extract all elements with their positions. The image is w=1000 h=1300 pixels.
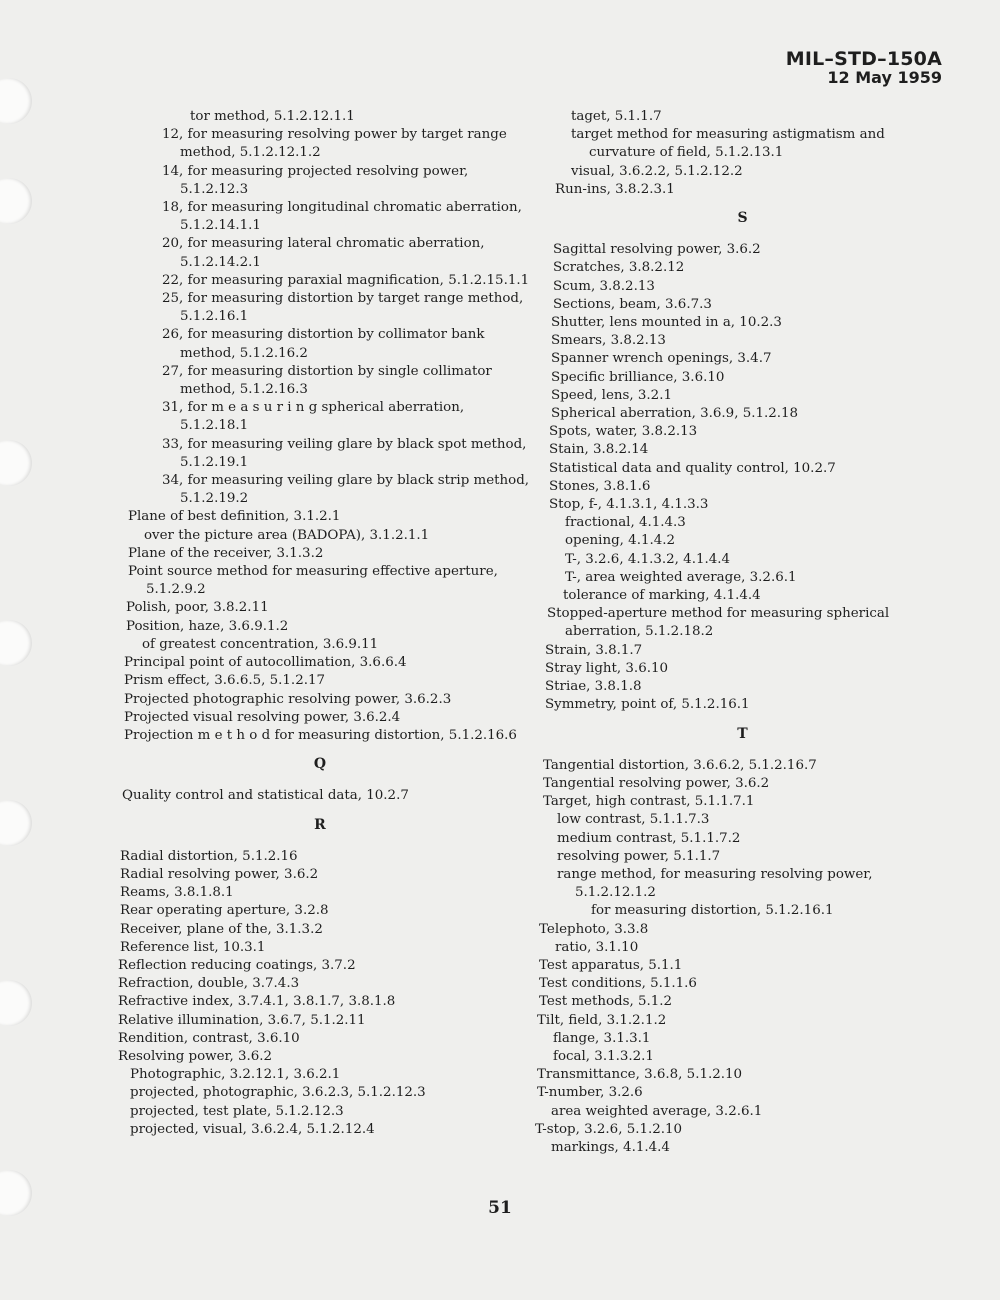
index-column-left: [110, 108, 534, 1139]
index-entry: range method, for measuring resolving power, 5.1.2.12.1.2: [557, 866, 877, 901]
document-id: MIL–STD–150A: [785, 48, 942, 70]
index-entry: markings, 4.1.4.4: [551, 1139, 670, 1155]
index-entry: visual, 3.6.2.2, 5.1.2.12.2: [571, 163, 743, 179]
index-entry: Reflection reducing coatings, 3.7.2: [118, 957, 356, 973]
index-entry: Tilt, field, 3.1.2.1.2: [537, 1012, 667, 1028]
section-heading: S: [737, 210, 748, 227]
section-heading: Q: [313, 756, 327, 773]
index-entry: over the picture area (BADOPA), 3.1.2.1.1: [144, 527, 430, 543]
index-entry: 25, for measuring distortion by target range method, 5.1.2.16.1: [162, 291, 528, 325]
index-entry: 26, for measuring distortion by collimator bank method, 5.1.2.16.2: [162, 327, 489, 361]
index-entry: tor method, 5.1.2.12.1.1: [190, 109, 355, 124]
index-entry: 22, for measuring paraxial magnification, 5.1.2.15.1.1: [162, 272, 530, 288]
index-entry: Speed, lens, 3.2.1: [551, 387, 672, 403]
index-entry: projected, test plate, 5.1.2.12.3: [130, 1103, 344, 1119]
index-entry: Receiver, plane of the, 3.1.3.2: [120, 921, 323, 937]
index-entry: for measuring distortion, 5.1.2.16.1: [591, 903, 834, 919]
binder-hole: [0, 440, 32, 486]
index-entry: Specific brilliance, 3.6.10: [551, 369, 725, 385]
document-header: [786, 48, 942, 87]
index-entry: Principal point of autocollimation, 3.6.6.4: [124, 655, 407, 671]
index-entry: Reams, 3.8.1.8.1: [120, 885, 234, 901]
index-entry: 12, for measuring resolving power by target range method, 5.1.2.12.1.2: [162, 127, 512, 161]
index-entry: Prism effect, 3.6.6.5, 5.1.2.17: [124, 673, 326, 689]
page-number: 51: [488, 1198, 512, 1218]
index-entry: tolerance of marking, 4.1.4.4: [563, 588, 761, 604]
index-entry: fractional, 4.1.4.3: [565, 515, 686, 531]
index-entry: low contrast, 5.1.1.7.3: [557, 812, 710, 828]
index-entry: medium contrast, 5.1.1.7.2: [557, 830, 741, 846]
index-entry: Plane of the receiver, 3.1.3.2: [128, 545, 324, 561]
index-entry: Projected photographic resolving power, 3.6.2.3: [124, 691, 452, 707]
index-entry: Stones, 3.8.1.6: [549, 478, 651, 494]
index-entry: Stain, 3.8.2.14: [549, 442, 649, 458]
index-entry: Transmittance, 3.6.8, 5.1.2.10: [537, 1067, 743, 1083]
document-date: 12 May 1959: [827, 68, 942, 87]
index-entry: Spots, water, 3.8.2.13: [549, 424, 698, 440]
index-entry: flange, 3.1.3.1: [553, 1030, 651, 1046]
index-entry: Tangential distortion, 3.6.6.2, 5.1.2.16.7: [543, 757, 817, 773]
index-entry: Radial resolving power, 3.6.2: [120, 866, 319, 882]
index-entry: Refraction, double, 3.7.4.3: [118, 976, 300, 992]
section-heading: R: [314, 816, 326, 833]
index-entry: 27, for measuring distortion by single collimator method, 5.1.2.16.3: [162, 363, 497, 398]
index-entry: Rear operating aperture, 3.2.8: [120, 903, 329, 919]
index-entry: Stray light, 3.6.10: [545, 660, 669, 676]
index-entry: 20, for measuring lateral chromatic aberration, 5.1.2.14.2.1: [162, 236, 489, 270]
index-entry: Smears, 3.8.2.13: [551, 333, 666, 349]
index-entry: Position, haze, 3.6.9.1.2: [126, 618, 289, 634]
index-entry: Scratches, 3.8.2.12: [553, 260, 685, 276]
index-entry: Radial distortion, 5.1.2.16: [120, 848, 298, 864]
index-entry: Telephoto, 3.3.8: [539, 921, 649, 937]
index-entry: 31, for m e a s u r i n g spherical aberration, 5.1.2.18.1: [162, 400, 469, 434]
index-entry: Spanner wrench openings, 3.4.7: [551, 351, 772, 367]
index-entry: Symmetry, point of, 5.1.2.16.1: [545, 697, 750, 713]
index-entry: 18, for measuring longitudinal chromatic aberration, 5.1.2.14.1.1: [162, 200, 527, 234]
index-entry: Relative illumination, 3.6.7, 5.1.2.11: [118, 1012, 366, 1028]
index-entry: Sagittal resolving power, 3.6.2: [553, 242, 761, 258]
index-entry: Test apparatus, 5.1.1: [539, 957, 683, 973]
index-entry: Stopped-aperture method for measuring spherical aberration, 5.1.2.18.2: [547, 606, 894, 640]
index-entry: focal, 3.1.3.2.1: [553, 1048, 654, 1064]
index-entry: 34, for measuring veiling glare by black strip method, 5.1.2.19.2: [162, 473, 534, 507]
index-entry: Shutter, lens mounted in a, 10.2.3: [551, 315, 782, 331]
index-entry: Point source method for measuring effective aperture, 5.1.2.9.2: [128, 564, 503, 598]
index-entry: 14, for measuring projected resolving power, 5.1.2.12.3: [162, 163, 473, 197]
index-entry: Projected visual resolving power, 3.6.2.4: [124, 709, 401, 725]
index-entry: target method for measuring astigmatism and curvature of field, 5.1.2.13.1: [571, 127, 890, 161]
index-entry: Test conditions, 5.1.1.6: [539, 976, 697, 992]
index-entry: taget, 5.1.1.7: [571, 109, 662, 124]
binder-hole: [0, 178, 32, 224]
index-entry: Sections, beam, 3.6.7.3: [553, 296, 712, 312]
index-entry: Scum, 3.8.2.13: [553, 278, 655, 294]
index-entry: of greatest concentration, 3.6.9.11: [142, 636, 379, 652]
section-heading: T: [737, 725, 748, 742]
binder-hole: [0, 620, 32, 666]
index-entry: T-, area weighted average, 3.2.6.1: [565, 569, 797, 585]
index-entry: projected, photographic, 3.6.2.3, 5.1.2.12.3: [130, 1085, 426, 1101]
binder-hole: [0, 800, 32, 846]
index-entry: Strain, 3.8.1.7: [545, 642, 643, 658]
index-entry: Striae, 3.8.1.8: [545, 679, 642, 695]
binder-hole: [0, 78, 32, 124]
index-entry: Target, high contrast, 5.1.1.7.1: [543, 794, 755, 810]
binder-hole: [0, 980, 32, 1026]
index-entry: resolving power, 5.1.1.7: [557, 848, 721, 864]
index-entry: Tangential resolving power, 3.6.2: [543, 775, 770, 791]
index-entry: Photographic, 3.2.12.1, 3.6.2.1: [130, 1067, 341, 1083]
index-entry: Quality control and statistical data, 10.2.7: [122, 788, 409, 804]
index-entry: Run-ins, 3.8.2.3.1: [555, 181, 675, 197]
index-entry: Test methods, 5.1.2: [539, 994, 673, 1010]
index-entry: T-stop, 3.2.6, 5.1.2.10: [535, 1121, 683, 1137]
index-entry: area weighted average, 3.2.6.1: [551, 1103, 763, 1119]
index-entry: Polish, poor, 3.8.2.11: [126, 600, 269, 616]
index-entry: T-, 3.2.6, 4.1.3.2, 4.1.4.4: [565, 551, 731, 567]
index-entry: T-number, 3.2.6: [537, 1085, 643, 1101]
index-entry: Rendition, contrast, 3.6.10: [118, 1030, 300, 1046]
index-entry: Plane of best definition, 3.1.2.1: [128, 509, 341, 525]
index-entry: Projection m e t h o d for measuring distortion, 5.1.2.16.6: [124, 727, 517, 743]
index-entry: Statistical data and quality control, 10.2.7: [549, 460, 836, 476]
index-entry: Stop, f-, 4.1.3.1, 4.1.3.3: [549, 497, 709, 513]
index-entry: opening, 4.1.4.2: [565, 533, 676, 549]
index-entry: ratio, 3.1.10: [555, 939, 639, 955]
index-entry: Refractive index, 3.7.4.1, 3.8.1.7, 3.8.1.8: [118, 994, 396, 1010]
index-column-right: [535, 108, 950, 1157]
index-entry: Reference list, 10.3.1: [120, 939, 266, 955]
index-entry: Spherical aberration, 3.6.9, 5.1.2.18: [551, 406, 799, 422]
index-entry: projected, visual, 3.6.2.4, 5.1.2.12.4: [130, 1121, 375, 1137]
index-entry: 33, for measuring veiling glare by black spot method, 5.1.2.19.1: [162, 436, 531, 470]
index-entry: Resolving power, 3.6.2: [118, 1048, 273, 1064]
